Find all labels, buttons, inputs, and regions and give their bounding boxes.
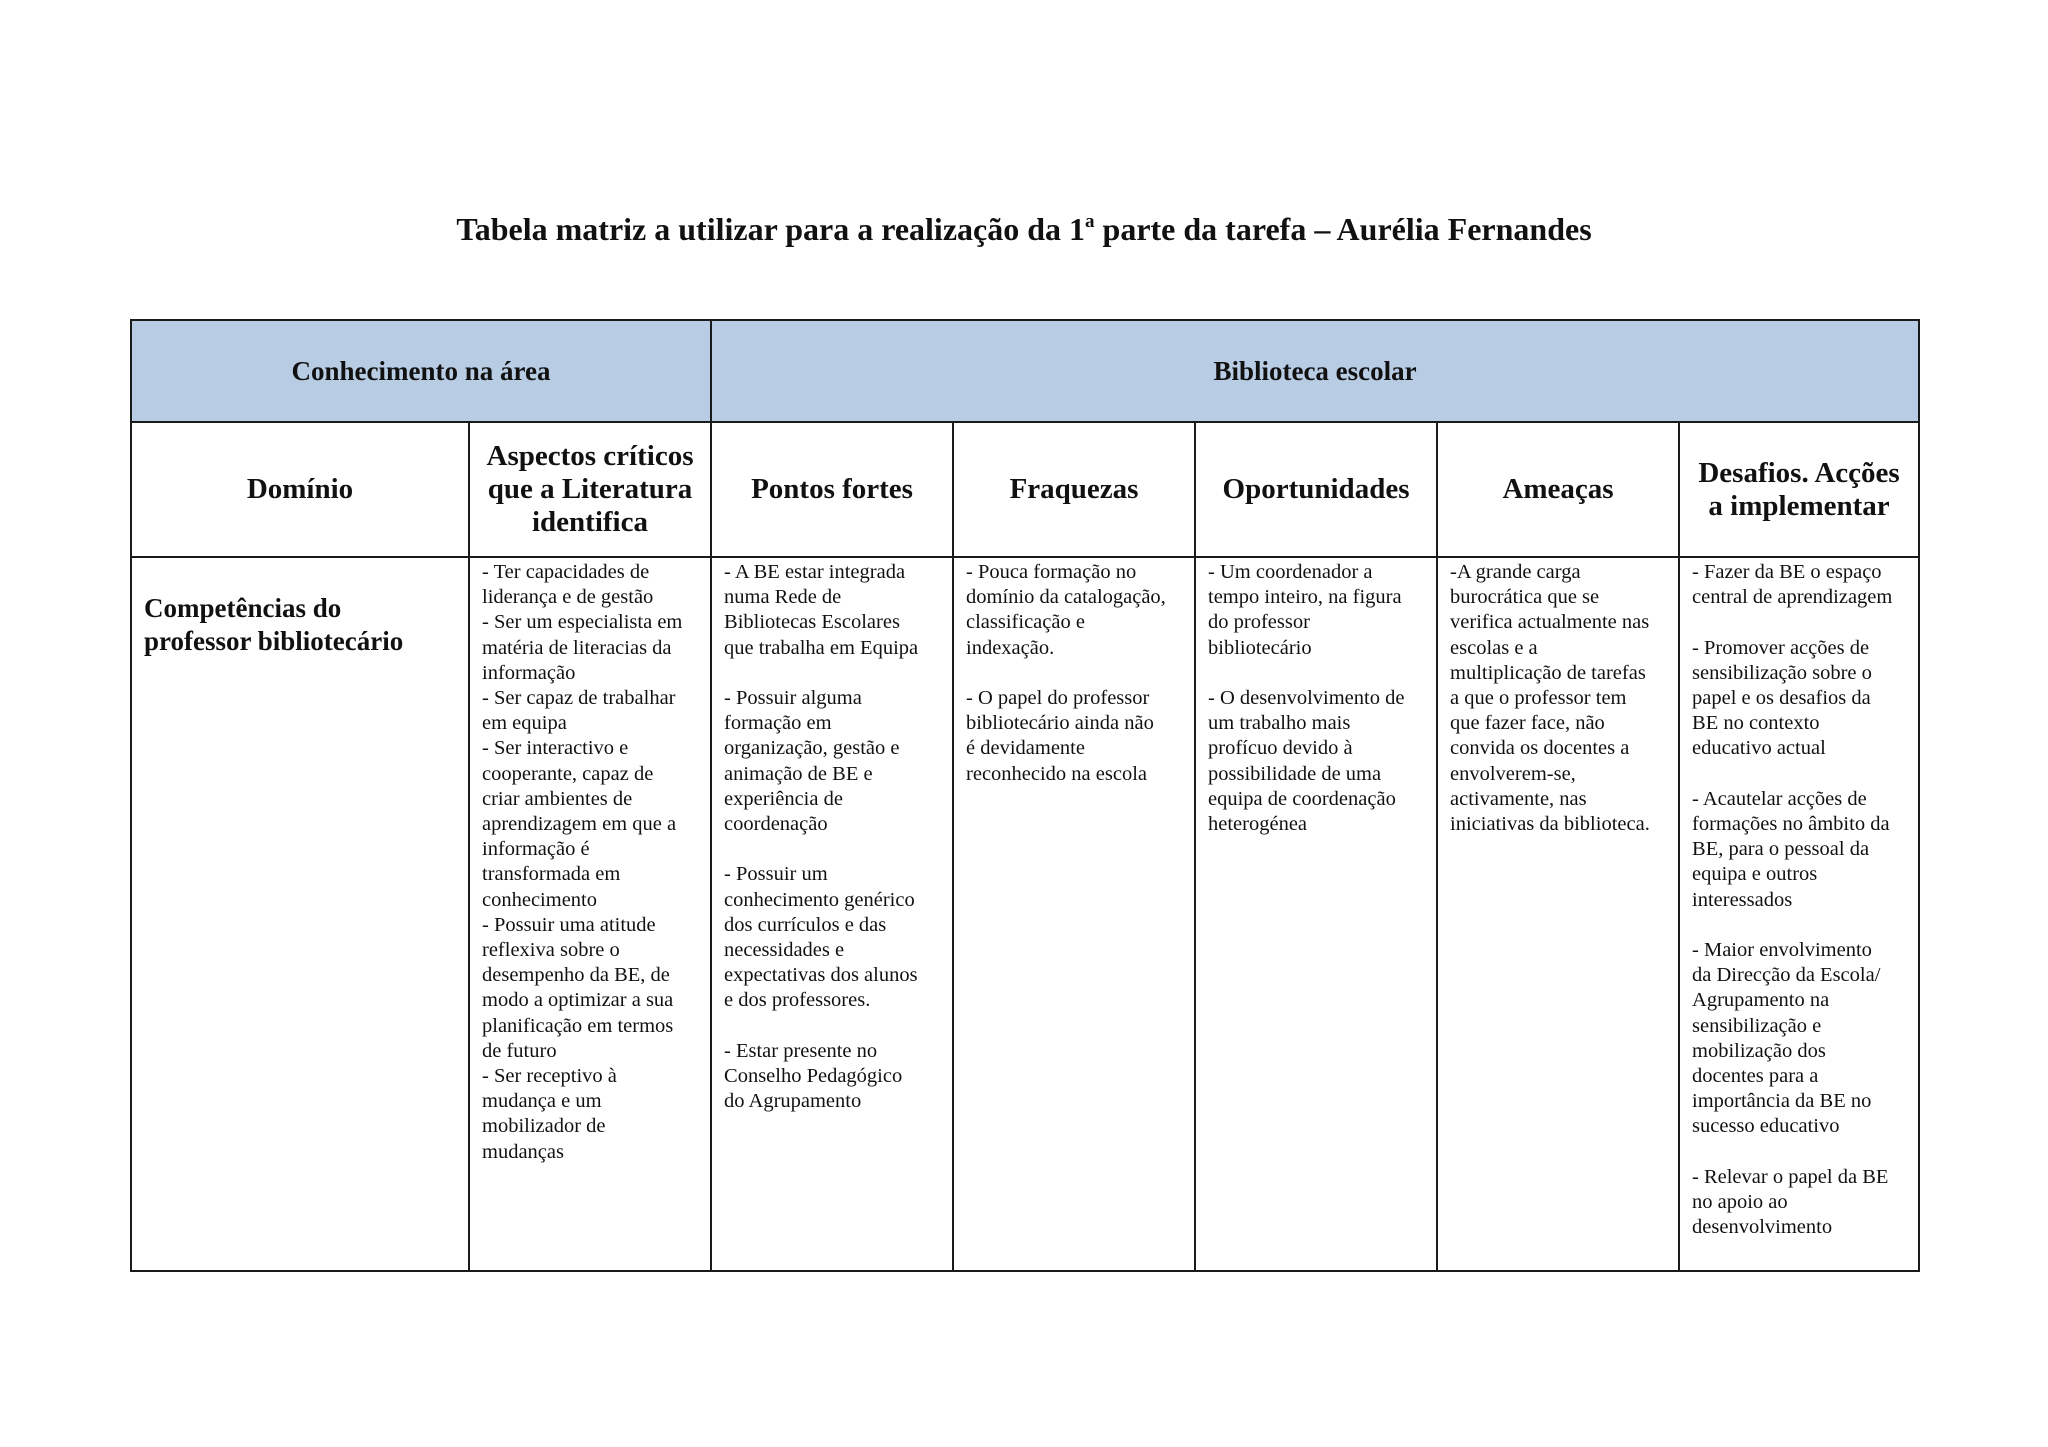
column-header-row [131, 422, 1919, 557]
column-header-dominio: Domínio [131, 422, 469, 557]
column-header-desafios: Desafios. Acções a implementar [1679, 422, 1919, 557]
cell-aspectos: - Ter capacidades de liderança e de gestão - Ser um especialista em matéria de literacias da informação - Ser capaz de trabalhar em equipa - Ser interactivo e cooperante, capaz de criar ambientes de aprendizagem em que a informação é transformada em conhecimento - Possuir uma atitude reflexiva sobre o desempenho da BE, de modo a optimizar a sua planificação em termos de futuro - Ser receptivo à mudança e um mobilizador de mudanças [469, 557, 711, 1271]
matrix-table [130, 319, 1920, 1272]
document-title [0, 205, 2048, 253]
title-main-text: Tabela matriz a utilizar para a realização da 1 [456, 211, 1086, 247]
column-header-fraquezas: Fraquezas [953, 422, 1195, 557]
column-header-aspectos: Aspectos críticos que a Literatura identifica [469, 422, 711, 557]
cell-oportunidades: - Um coordenador a tempo inteiro, na figura do professor bibliotecário - O desenvolvimento de um trabalho mais profícuo devido à possibilidade de uma equipa de coordenação heterogénea [1195, 557, 1437, 1271]
cell-fraquezas: - Pouca formação no domínio da catalogação, classificação e indexação. - O papel do professor bibliotecário ainda não é devidamente reconhecido na escola [953, 557, 1195, 1271]
title-superscript: a [1085, 211, 1095, 232]
cell-dominio: Competências do professor bibliotecário [131, 557, 469, 1271]
title-rest-text: parte da tarefa – Aurélia Fernandes [1094, 211, 1592, 247]
table-row [131, 557, 1919, 1271]
column-header-oportunidades: Oportunidades [1195, 422, 1437, 557]
group-header-biblioteca: Biblioteca escolar [711, 320, 1919, 422]
column-header-pontos-fortes: Pontos fortes [711, 422, 953, 557]
group-header-conhecimento: Conhecimento na área [131, 320, 711, 422]
group-header-row [131, 320, 1919, 422]
column-header-ameacas: Ameaças [1437, 422, 1679, 557]
cell-ameacas: -A grande carga burocrática que se verifica actualmente nas escolas e a multiplicação de tarefas a que o professor tem que fazer face, não convida os docentes a envolverem-se, activamente, nas iniciativas da biblioteca. [1437, 557, 1679, 1271]
cell-desafios: - Fazer da BE o espaço central de aprendizagem - Promover acções de sensibilização sobre o papel e os desafios da BE no contexto educativo actual - Acautelar acções de formações no âmbito da BE, para o pessoal da equipa e outros interessados - Maior envolvimento da Direcção da Escola/ Agrupamento na sensibilização e mobilização dos docentes para a importância da BE no sucesso educativo - Relevar o papel da BE no apoio ao desenvolvimento [1679, 557, 1919, 1271]
cell-pontos-fortes: - A BE estar integrada numa Rede de Bibliotecas Escolares que trabalha em Equipa - Possuir alguma formação em organização, gestão e animação de BE e experiência de coordenação - Possuir um conhecimento genérico dos currículos e das necessidades e expectativas dos alunos e dos professores. - Estar presente no Conselho Pedagógico do Agrupamento [711, 557, 953, 1271]
